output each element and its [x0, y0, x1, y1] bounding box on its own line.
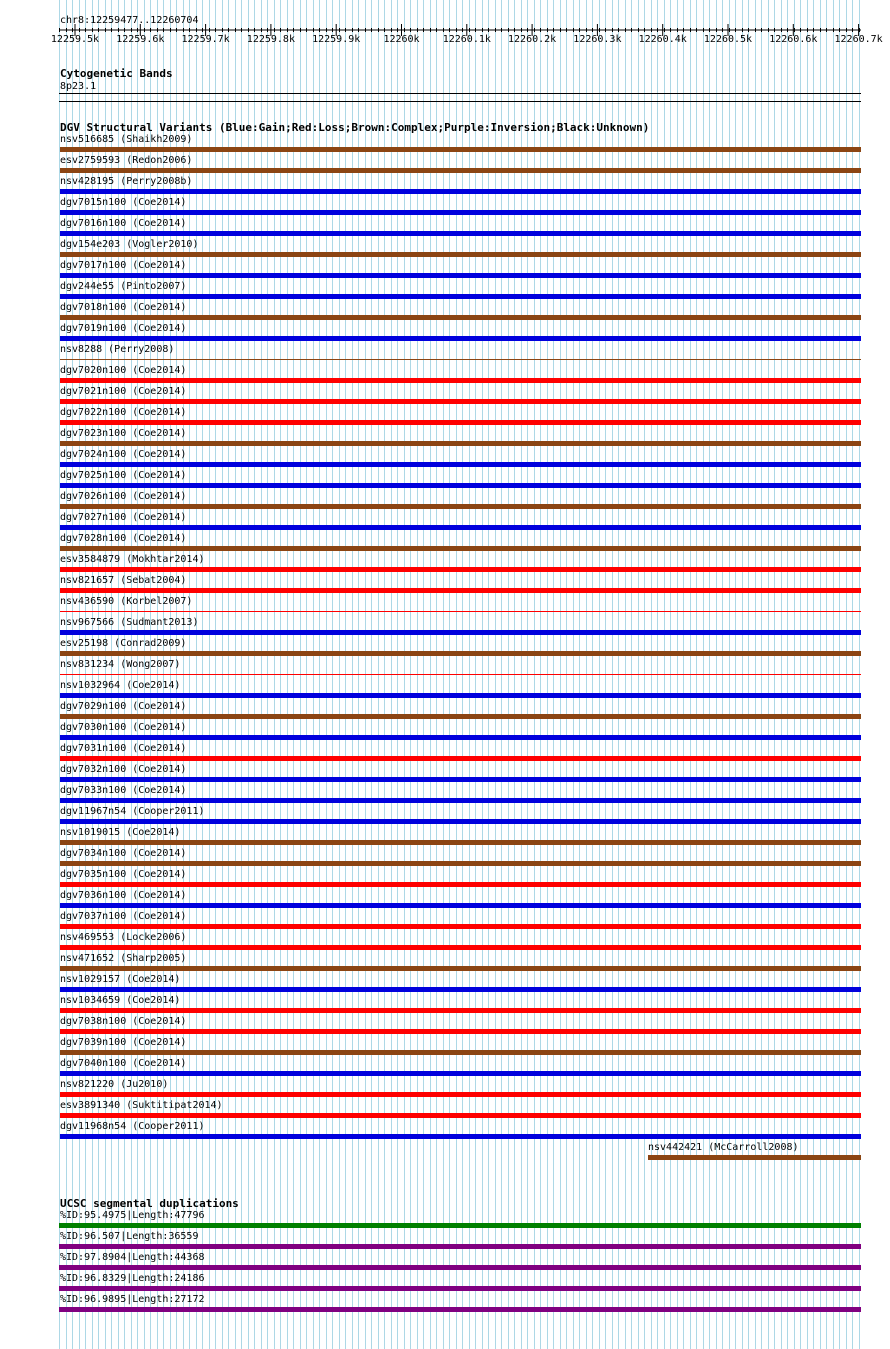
- dgv-variant-label[interactable]: nsv442421 (McCarroll2008): [648, 1142, 799, 1153]
- dgv-variant-bar[interactable]: [60, 420, 861, 425]
- segdup-label[interactable]: %ID:97.8904|Length:44368: [60, 1252, 205, 1263]
- ruler-tick-label: 12259.9k: [312, 34, 361, 45]
- dgv-variant-bar[interactable]: [60, 210, 861, 215]
- dgv-variant-label[interactable]: dgv7026n100 (Coe2014): [60, 491, 187, 502]
- dgv-variant-bar[interactable]: [60, 798, 861, 803]
- ruler-tick-label: 12260.1k: [442, 34, 491, 45]
- dgv-variant-bar[interactable]: [60, 945, 861, 950]
- dgv-variant-bar[interactable]: [60, 462, 861, 467]
- ruler-tick-label: 12259.6k: [116, 34, 165, 45]
- ruler-tick-label: 12260.6k: [769, 34, 818, 45]
- segdup-label[interactable]: %ID:96.507|Length:36559: [60, 1231, 199, 1242]
- dgv-variant-label[interactable]: dgv7030n100 (Coe2014): [60, 722, 187, 733]
- ruler-position-label: chr8:12259477..12260704: [60, 15, 199, 26]
- dgv-variant-label[interactable]: dgv7023n100 (Coe2014): [60, 428, 187, 439]
- dgv-variant-label[interactable]: dgv7036n100 (Coe2014): [60, 890, 187, 901]
- dgv-variant-label[interactable]: nsv471652 (Sharp2005): [60, 953, 187, 964]
- dgv-variant-bar[interactable]: [60, 777, 861, 782]
- dgv-variant-label[interactable]: nsv1032964 (Coe2014): [60, 680, 181, 691]
- dgv-variant-label[interactable]: nsv967566 (Sudmant2013): [60, 617, 199, 628]
- cytoband-track-title: Cytogenetic Bands: [60, 67, 173, 80]
- ruler-tick-label: 12259.8k: [246, 34, 295, 45]
- dgv-variant-bar[interactable]: [60, 630, 861, 635]
- dgv-variant-bar[interactable]: [60, 1071, 861, 1076]
- ruler-tick-label: 12260.4k: [638, 34, 687, 45]
- segdup-bar[interactable]: [59, 1223, 861, 1228]
- dgv-variant-bar[interactable]: [60, 525, 861, 530]
- dgv-variant-label[interactable]: dgv7016n100 (Coe2014): [60, 218, 187, 229]
- ruler-tick-label: 12260k: [383, 34, 420, 45]
- dgv-variant-bar[interactable]: [60, 714, 861, 719]
- dgv-variant-bar[interactable]: [60, 924, 861, 929]
- dgv-variant-label[interactable]: esv25198 (Conrad2009): [60, 638, 187, 649]
- dgv-variant-bar[interactable]: [60, 336, 861, 341]
- dgv-variant-bar[interactable]: [60, 903, 861, 908]
- segdup-track-title: UCSC segmental duplications: [60, 1197, 239, 1210]
- dgv-variant-label[interactable]: nsv469553 (Locke2006): [60, 932, 187, 943]
- dgv-variant-label[interactable]: dgv7032n100 (Coe2014): [60, 764, 187, 775]
- segdup-bar[interactable]: [59, 1307, 861, 1312]
- dgv-variant-bar[interactable]: [60, 819, 861, 824]
- segdup-label[interactable]: %ID:95.4975|Length:47796: [60, 1210, 205, 1221]
- ruler-tick-label: 12260.3k: [573, 34, 622, 45]
- dgv-variant-label[interactable]: nsv1019015 (Coe2014): [60, 827, 181, 838]
- dgv-variant-label[interactable]: esv3891340 (Suktitipat2014): [60, 1100, 223, 1111]
- dgv-variant-bar[interactable]: [60, 273, 861, 278]
- dgv-variant-label[interactable]: dgv7027n100 (Coe2014): [60, 512, 187, 523]
- dgv-variant-label[interactable]: dgv7029n100 (Coe2014): [60, 701, 187, 712]
- dgv-variant-label[interactable]: nsv8288 (Perry2008): [60, 344, 175, 355]
- dgv-variant-label[interactable]: dgv7024n100 (Coe2014): [60, 449, 187, 460]
- dgv-variant-label[interactable]: dgv7019n100 (Coe2014): [60, 323, 187, 334]
- dgv-variant-bar[interactable]: [60, 1050, 861, 1055]
- dgv-variant-bar[interactable]: [60, 1092, 861, 1097]
- segdup-bar[interactable]: [59, 1244, 861, 1249]
- dgv-variant-label[interactable]: dgv7031n100 (Coe2014): [60, 743, 187, 754]
- dgv-variant-label[interactable]: dgv7039n100 (Coe2014): [60, 1037, 187, 1048]
- dgv-variant-label[interactable]: dgv7028n100 (Coe2014): [60, 533, 187, 544]
- dgv-variant-label[interactable]: dgv7022n100 (Coe2014): [60, 407, 187, 418]
- dgv-variant-bar[interactable]: [60, 252, 861, 257]
- dgv-variant-label[interactable]: dgv7034n100 (Coe2014): [60, 848, 187, 859]
- dgv-variant-label[interactable]: nsv821657 (Sebat2004): [60, 575, 187, 586]
- dgv-variant-bar[interactable]: [60, 735, 861, 740]
- dgv-variant-label[interactable]: nsv1034659 (Coe2014): [60, 995, 181, 1006]
- dgv-variant-label[interactable]: dgv154e203 (Vogler2010): [60, 239, 199, 250]
- dgv-variant-bar[interactable]: [60, 756, 861, 761]
- dgv-variant-label[interactable]: dgv11968n54 (Cooper2011): [60, 1121, 205, 1132]
- dgv-variant-bar[interactable]: [60, 359, 861, 360]
- dgv-variant-bar[interactable]: [60, 651, 861, 656]
- dgv-variant-bar[interactable]: [60, 378, 861, 383]
- dgv-variant-label[interactable]: nsv1029157 (Coe2014): [60, 974, 181, 985]
- dgv-variant-bar[interactable]: [60, 231, 861, 236]
- dgv-variant-bar[interactable]: [60, 567, 861, 572]
- dgv-variant-label[interactable]: dgv7037n100 (Coe2014): [60, 911, 187, 922]
- segdup-label[interactable]: %ID:96.9895|Length:27172: [60, 1294, 205, 1305]
- dgv-variant-bar[interactable]: [60, 1113, 861, 1118]
- ruler-tick-label: 12260.7k: [834, 34, 883, 45]
- dgv-variant-bar[interactable]: [60, 546, 861, 551]
- dgv-variant-label[interactable]: dgv7038n100 (Coe2014): [60, 1016, 187, 1027]
- dgv-variant-label[interactable]: dgv7040n100 (Coe2014): [60, 1058, 187, 1069]
- dgv-variant-bar[interactable]: [60, 483, 861, 488]
- dgv-variant-label[interactable]: nsv821220 (Ju2010): [60, 1079, 169, 1090]
- dgv-variant-label[interactable]: nsv831234 (Wong2007): [60, 659, 181, 670]
- dgv-variant-bar[interactable]: [60, 189, 861, 194]
- dgv-variant-bar[interactable]: [60, 861, 861, 866]
- dgv-variant-bar[interactable]: [60, 674, 861, 675]
- dgv-variant-bar[interactable]: [60, 294, 861, 299]
- dgv-variant-bar[interactable]: [648, 1155, 861, 1160]
- dgv-variant-label[interactable]: esv2759593 (Redon2006): [60, 155, 193, 166]
- segdup-bar[interactable]: [59, 1286, 861, 1291]
- dgv-track-title: DGV Structural Variants (Blue:Gain;Red:Loss;Brown:Complex;Purple:Inversion;Black:Unknown): [60, 121, 650, 134]
- dgv-variant-bar[interactable]: [60, 611, 861, 612]
- ruler-tick-label: 12260.2k: [508, 34, 557, 45]
- dgv-variant-label[interactable]: dgv11967n54 (Cooper2011): [60, 806, 205, 817]
- dgv-variant-bar[interactable]: [60, 1134, 861, 1139]
- dgv-variant-label[interactable]: nsv516685 (Shaikh2009): [60, 134, 193, 145]
- dgv-variant-bar[interactable]: [60, 588, 861, 593]
- segdup-label[interactable]: %ID:96.8329|Length:24186: [60, 1273, 205, 1284]
- dgv-variant-bar[interactable]: [60, 315, 861, 320]
- dgv-variant-bar[interactable]: [60, 693, 861, 698]
- dgv-variant-label[interactable]: dgv7018n100 (Coe2014): [60, 302, 187, 313]
- dgv-variant-bar[interactable]: [60, 147, 861, 152]
- dgv-variant-label[interactable]: dgv7025n100 (Coe2014): [60, 470, 187, 481]
- cytoband-bar-bottom: [59, 101, 861, 102]
- cytoband-label[interactable]: 8p23.1: [60, 81, 97, 92]
- dgv-variant-bar[interactable]: [60, 399, 861, 404]
- dgv-variant-bar[interactable]: [60, 882, 861, 887]
- dgv-variant-bar[interactable]: [60, 1008, 861, 1013]
- dgv-variant-bar[interactable]: [60, 966, 861, 971]
- dgv-variant-label[interactable]: dgv244e55 (Pinto2007): [60, 281, 187, 292]
- dgv-variant-label[interactable]: dgv7021n100 (Coe2014): [60, 386, 187, 397]
- dgv-variant-bar[interactable]: [60, 441, 861, 446]
- cytoband-bar-top: [59, 93, 861, 94]
- dgv-variant-bar[interactable]: [60, 1029, 861, 1034]
- ruler-tick-label: 12260.5k: [703, 34, 753, 45]
- ruler-tick-label: 12259.5k: [50, 34, 100, 45]
- dgv-variant-label[interactable]: nsv436590 (Korbel2007): [60, 596, 193, 607]
- dgv-variant-label[interactable]: dgv7015n100 (Coe2014): [60, 197, 187, 208]
- dgv-variant-bar[interactable]: [60, 168, 861, 173]
- dgv-variant-label[interactable]: nsv428195 (Perry2008b): [60, 176, 193, 187]
- dgv-variant-label[interactable]: dgv7020n100 (Coe2014): [60, 365, 187, 376]
- segdup-bar[interactable]: [59, 1265, 861, 1270]
- dgv-variant-label[interactable]: dgv7033n100 (Coe2014): [60, 785, 187, 796]
- dgv-variant-label[interactable]: dgv7035n100 (Coe2014): [60, 869, 187, 880]
- dgv-variant-label[interactable]: dgv7017n100 (Coe2014): [60, 260, 187, 271]
- dgv-variant-bar[interactable]: [60, 840, 861, 845]
- dgv-variant-bar[interactable]: [60, 987, 861, 992]
- dgv-variant-bar[interactable]: [60, 504, 861, 509]
- ruler-tick-label: 12259.7k: [181, 34, 230, 45]
- dgv-variant-label[interactable]: esv3584879 (Mokhtar2014): [60, 554, 205, 565]
